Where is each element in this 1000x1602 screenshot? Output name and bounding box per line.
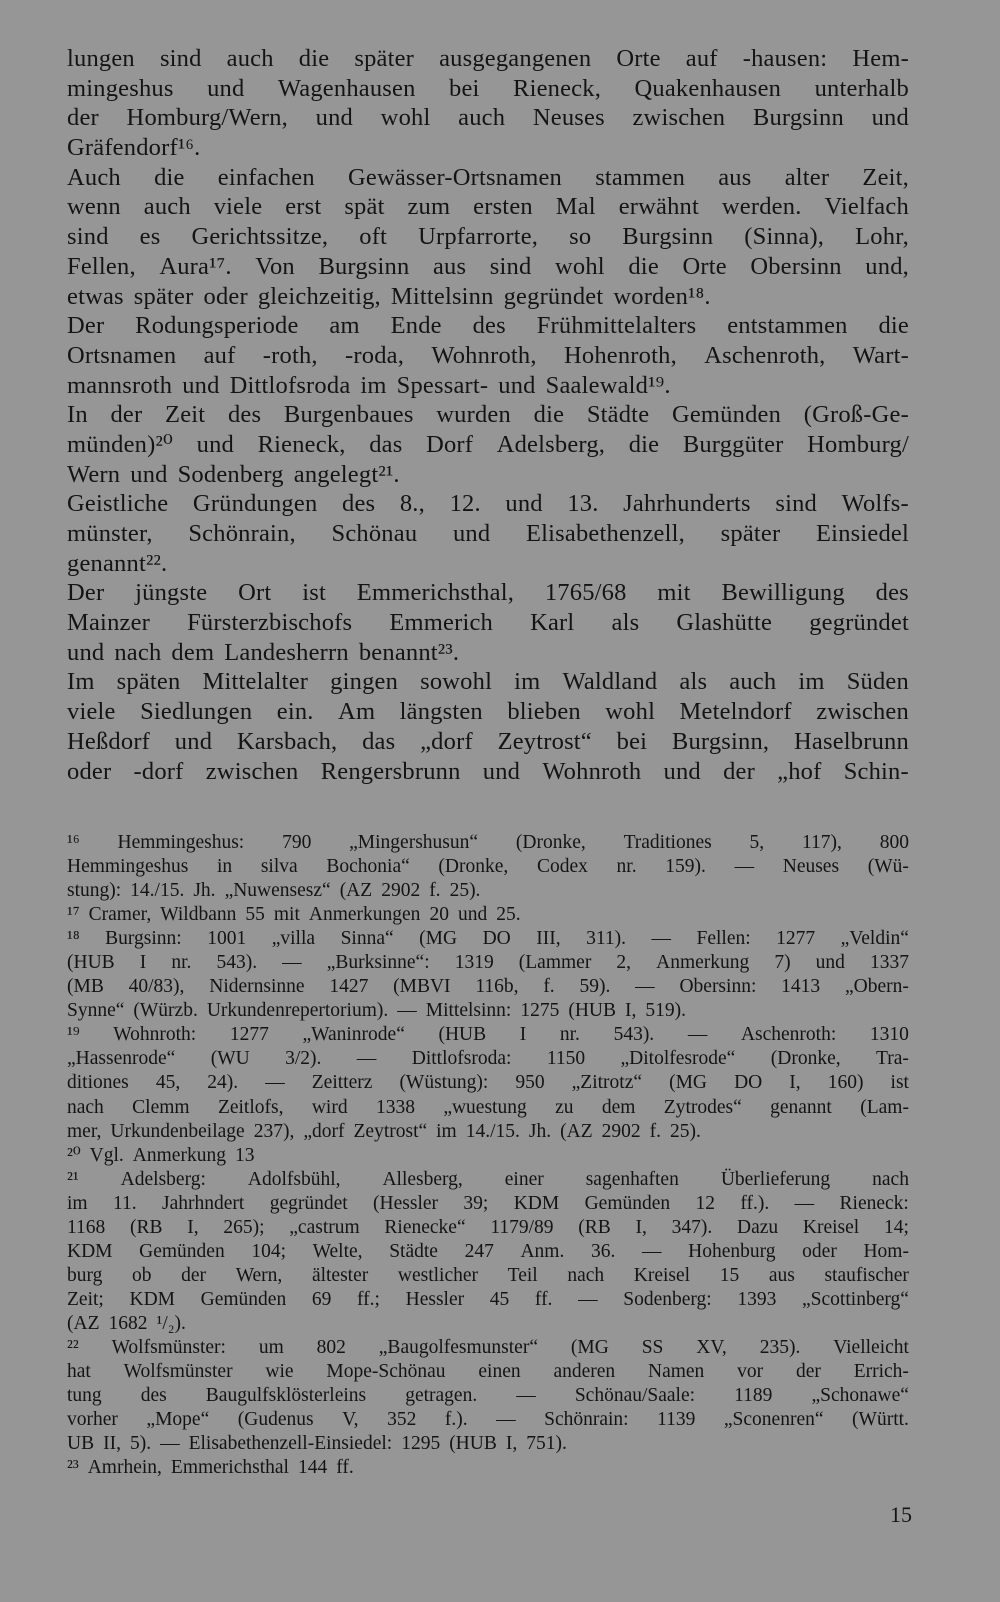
page-number: 15 — [890, 1502, 912, 1527]
text-line: etwas später oder gleichzeitig, Mittelsinn gegründet worden¹⁸. — [67, 282, 711, 310]
footnote-line: burg ob der Wern, ältester westlicher Teil nach Kreisel 15 aus staufischer — [67, 1264, 909, 1286]
text-line: Der Rodungsperiode am Ende des Frühmittelalters entstammen die — [67, 312, 909, 340]
footnote-line: (HUB I nr. 543). — „Burksinne“: 1319 (Lammer 2, Anmerkung 7) und 1337 — [67, 952, 909, 974]
footnote-line: ¹⁹ Wohnroth: 1277 „Waninrode“ (HUB I nr. 543). — Aschenroth: 1310 — [67, 1024, 909, 1046]
footnote-line: (AZ 1682 ¹/₂). — [67, 1312, 186, 1334]
footnote-line: vorher „Mope“ (Gudenus V, 352 f.). — Schönrain: 1139 „Sconenren“ (Württ. — [67, 1409, 909, 1431]
footnote-line: UB II, 5). — Elisabethenzell-Einsiedel: 1295 (HUB I, 751). — [67, 1433, 567, 1455]
text-line: Der jüngste Ort ist Emmerichsthal, 1765/68 mit Bewilligung des — [67, 579, 909, 607]
footnote-line: „Hassenrode“ (WU 3/2). — Dittlofsroda: 1150 „Ditolfesrode“ (Dronke, Tra- — [67, 1048, 909, 1070]
text-line: und nach dem Landesherrn benannt²³. — [67, 638, 460, 666]
footnote-line: stung): 14./15. Jh. „Nuwensesz“ (AZ 2902 f. 25). — [67, 880, 481, 902]
footnote-line: nach Clemm Zeitlofs, wird 1338 „wuestung zu dem Zytrodes“ genannt (Lam- — [67, 1096, 909, 1118]
footnote-line: ¹⁷ Cramer, Wildbann 55 mit Anmerkungen 20 und 25. — [67, 904, 521, 926]
text-line: viele Siedlungen ein. Am längsten blieben wohl Metelndorf zwischen — [67, 698, 909, 726]
footnote-line: ¹⁸ Burgsinn: 1001 „villa Sinna“ (MG DO III, 311). — Fellen: 1277 „Veldin“ — [67, 928, 909, 950]
text-line: genannt²². — [67, 549, 168, 577]
footnote-line: mer, Urkundenbeilage 237), „dorf Zeytrost“ im 14./15. Jh. (AZ 2902 f. 25). — [67, 1120, 701, 1142]
text-line: Im späten Mittelalter gingen sowohl im Waldland als auch im Süden — [67, 668, 909, 696]
footnote-line: KDM Gemünden 104; Welte, Städte 247 Anm. 36. — Hohenburg oder Hom- — [67, 1240, 909, 1262]
text-line: sind es Gerichtssitze, oft Urpfarrorte, so Burgsinn (Sinna), Lohr, — [67, 223, 909, 251]
text-line: wenn auch viele erst spät zum ersten Mal erwähnt werden. Vielfach — [67, 193, 909, 221]
footnote-line: tung des Baugulfsklösterleins getragen. — Schönau/Saale: 1189 „Schonawe“ — [67, 1385, 909, 1407]
footnote-line: im 11. Jahrhndert gegründet (Hessler 39; KDM Gemünden 12 ff.). — Rieneck: — [67, 1192, 909, 1214]
text-line: Geistliche Gründungen des 8., 12. und 13. Jahrhunderts sind Wolfs- — [67, 490, 909, 518]
text-line: Gräfendorf¹⁶. — [67, 134, 201, 162]
main-text — [67, 44, 909, 786]
text-line: Wern und Sodenberg angelegt²¹. — [67, 460, 400, 488]
footnote-line: ²¹ Adelsberg: Adolfsbühl, Allesberg, einer sagenhaften Überlieferung nach — [67, 1168, 909, 1190]
footnote-line: 1168 (RB I, 265); „castrum Rienecke“ 1179/89 (RB I, 347). Dazu Kreisel 14; — [67, 1216, 909, 1238]
footnote-line: ²³ Amrhein, Emmerichsthal 144 ff. — [67, 1457, 354, 1479]
text-line: mingeshus und Wagenhausen bei Rieneck, Quakenhausen unterhalb — [67, 74, 909, 102]
text-line: lungen sind auch die später ausgegangenen Orte auf -hausen: Hem- — [67, 45, 909, 72]
text-line: Mainzer Fürsterzbischofs Emmerich Karl als Glashütte gegründet — [67, 609, 909, 637]
text-line: der Homburg/Wern, und wohl auch Neuses zwischen Burgsinn und — [67, 104, 909, 132]
text-line: Ortsnamen auf -roth, -roda, Wohnroth, Hohenroth, Aschenroth, Wart- — [67, 341, 909, 369]
footnote-line: ¹⁶ Hemmingeshus: 790 „Mingershusun“ (Dronke, Traditiones 5, 117), 800 — [67, 832, 909, 853]
footnote-line: Synne“ (Würzb. Urkundenrepertorium). — Mittelsinn: 1275 (HUB I, 519). — [67, 1000, 687, 1022]
footnote-line: ²² Wolfsmünster: um 802 „Baugolfesmunster“ (MG SS XV, 235). Vielleicht — [67, 1336, 909, 1358]
footnote-line: (MB 40/83), Nidernsinne 1427 (MBVI 116b, f. 59). — Obersinn: 1413 „Obern- — [67, 976, 909, 998]
text-line: In der Zeit des Burgenbaues wurden die Städte Gemünden (Groß-Ge- — [67, 401, 909, 429]
text-line: münden)²⁰ und Rieneck, das Dorf Adelsberg, die Burggüter Homburg/ — [67, 430, 909, 458]
footnote-line: ²⁰ Vgl. Anmerkung 13 — [67, 1144, 255, 1166]
footnotes — [67, 831, 909, 1480]
footnote-line: Hemmingeshus in silva Bochonia“ (Dronke, Codex nr. 159). — Neuses (Wü- — [67, 856, 909, 878]
text-line: Fellen, Aura¹⁷. Von Burgsinn aus sind wohl die Orte Obersinn und, — [67, 252, 909, 280]
text-line: mannsroth und Dittlofsroda im Spessart- und Saalewald¹⁹. — [67, 371, 671, 399]
text-line: Auch die einfachen Gewässer-Ortsnamen stammen aus alter Zeit, — [67, 163, 909, 191]
text-line: münster, Schönrain, Schönau und Elisabethenzell, später Einsiedel — [67, 520, 909, 547]
text-line: oder -dorf zwischen Rengersbrunn und Wohnroth und der „hof Schin- — [67, 757, 909, 785]
footnote-line: Zeit; KDM Gemünden 69 ff.; Hessler 45 ff. — Sodenberg: 1393 „Scottinberg“ — [67, 1288, 909, 1310]
footnote-line: hat Wolfsmünster wie Mope-Schönau einen anderen Namen vor der Errich- — [67, 1361, 909, 1383]
footnote-line: ditiones 45, 24). — Zeitterz (Wüstung): 950 „Zitrotz“ (MG DO I, 160) ist — [67, 1072, 909, 1094]
text-line: Heßdorf und Karsbach, das „dorf Zeytrost“ bei Burgsinn, Haselbrunn — [67, 727, 909, 755]
